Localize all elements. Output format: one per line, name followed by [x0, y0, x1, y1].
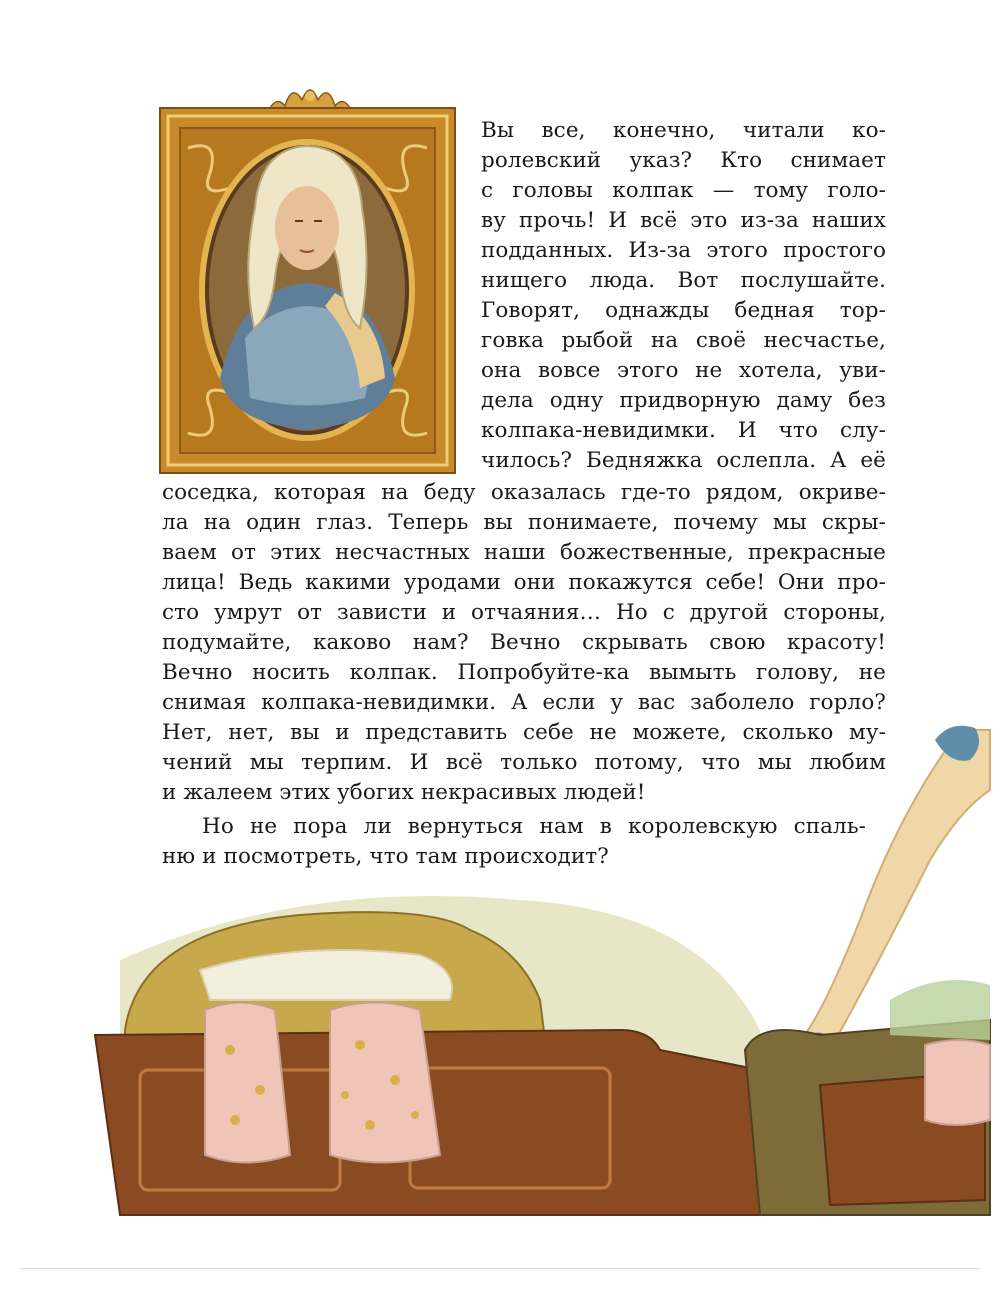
text-line: ролевский указ? Кто снимает: [481, 148, 886, 173]
text-line: Но не пора ли вернуться нам в королевскую спаль-: [202, 814, 866, 839]
text-line: Вечно носить колпак. Попробуйте-ка вымыть голову, не: [162, 660, 886, 685]
royal-beds-illustration-icon: [0, 700, 1000, 1240]
text-line: и жалеем этих убогих некрасивых людей!: [162, 780, 646, 805]
text-line: ню и посмотреть, что там происходит?: [162, 844, 609, 869]
text-line: сто умрут от зависти и отчаяния… Но с другой стороны,: [162, 600, 886, 625]
text-line: с головы колпак — тому голо-: [481, 178, 886, 203]
text-line: нищего люда. Вот послушайте.: [481, 268, 886, 293]
text-line: снимая колпака-невидимки. А если у вас заболело горло?: [162, 690, 886, 715]
text-line: ваем от этих несчастных наши божественные, прекрасные: [162, 540, 886, 565]
text-line: ву прочь! И всё это из-за наших: [481, 208, 886, 233]
text-line: соседка, которая на беду оказалась где-то рядом, окриве-: [162, 480, 886, 505]
text-line: говка рыбой на своё несчастье,: [481, 328, 886, 353]
page-bottom-rule: [20, 1268, 980, 1269]
text-line: подданных. Из-за этого простого: [481, 238, 886, 263]
text-line: Нет, нет, вы и представить себе не можете, сколько му-: [162, 720, 886, 745]
text-line: Говорят, однажды бедная тор-: [481, 298, 886, 323]
text-line: дела одну придворную даму без: [481, 388, 886, 413]
text-line: чений мы терпим. И всё только потому, что мы любим: [162, 750, 886, 775]
text-line: чилось? Бедняжка ослепла. А её: [481, 448, 886, 473]
text-line: ла на один глаз. Теперь вы понимаете, почему мы скры-: [162, 510, 886, 535]
text-line: колпака-невидимки. И что слу-: [481, 418, 886, 443]
text-line: Вы все, конечно, читали ко-: [481, 118, 886, 143]
text-line: лица! Ведь какими уродами они покажутся себе! Они про-: [162, 570, 886, 595]
text-line: подумайте, каково нам? Вечно скрывать свою красоту!: [162, 630, 886, 655]
text-line: она вовсе этого не хотела, уви-: [481, 358, 886, 383]
